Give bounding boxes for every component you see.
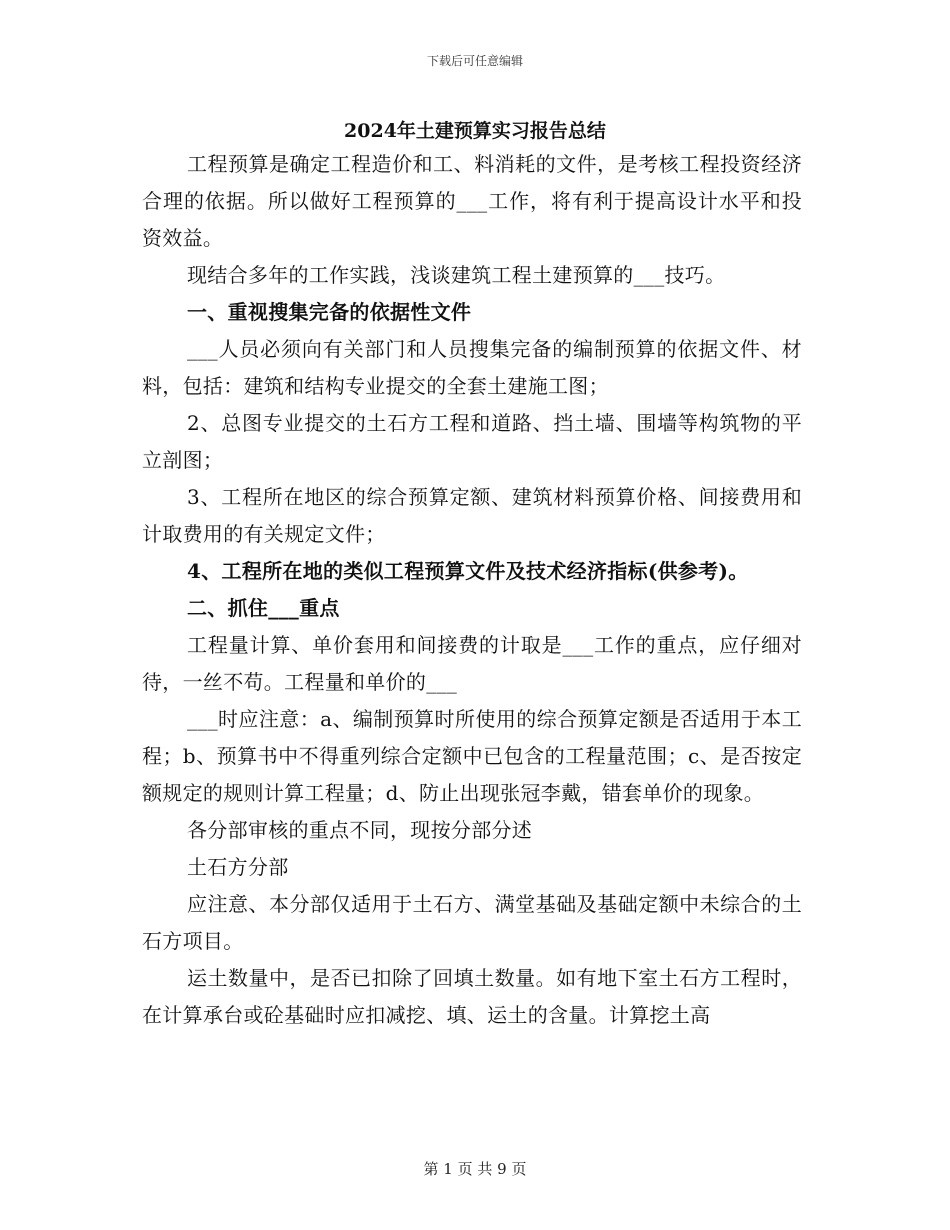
document-title: 2024年土建预算实习报告总结 — [344, 120, 606, 142]
subsection-earthwork: 土石方分部 — [187, 855, 289, 879]
list-item-2: 2、总图专业提交的土石方工程和道路、挡土墙、围墙等构筑物的平立剖图； — [142, 411, 802, 472]
list-item-4: 4、工程所在地的类似工程预算文件及技术经济指标(供参考)。 — [187, 559, 749, 583]
paragraph-sections-intro: 各分部审核的重点不同，现按分部分述 — [187, 818, 533, 842]
section-heading-1: 一、重视搜集完备的依据性文件 — [187, 300, 472, 324]
page-header-note: 下载后可任意编辑 — [426, 54, 523, 68]
page-number: 第 1 页 共 9 页 — [423, 1160, 527, 1178]
list-item-3: 3、工程所在地区的综合预算定额、建筑材料预算价格、间接费用和计取费用的有关规定文件； — [142, 485, 802, 546]
paragraph-collect-files: ___人员必须向有关部门和人员搜集完备的编制预算的依据文件、材料，包括：建筑和结构专业提交的全套土建施工图； — [142, 337, 802, 398]
document-body — [142, 146, 802, 1034]
paragraph-key-points: 工程量计算、单价套用和间接费的计取是___工作的重点，应仔细对待，一丝不苟。工程量和单价的___ — [142, 633, 802, 694]
paragraph-attention: ___时应注意：a、编制预算时所使用的综合预算定额是否适用于本工程；b、预算书中不得重列综合定额中已包含的工程量范围；c、是否按定额规定的规则计算工程量；d、防止出现张冠李戴，错套单价的现象。 — [142, 707, 802, 805]
section-heading-2: 二、抓住___重点 — [187, 596, 340, 620]
paragraph-earthwork-scope: 应注意、本分部仅适用于土石方、满堂基础及基础定额中未综合的土石方项目。 — [142, 892, 802, 953]
paragraph-intro: 工程预算是确定工程造价和工、料消耗的文件，是考核工程投资经济合理的依据。所以做好工程预算的___工作，将有利于提高设计水平和投资效益。 — [142, 152, 802, 250]
paragraph-practice: 现结合多年的工作实践，浅谈建筑工程土建预算的___技巧。 — [187, 263, 726, 287]
paragraph-earthwork-transport: 运土数量中，是否已扣除了回填土数量。如有地下室土石方工程时，在计算承台或砼基础时应扣减挖、填、运土的含量。计算挖土高 — [142, 966, 802, 1027]
